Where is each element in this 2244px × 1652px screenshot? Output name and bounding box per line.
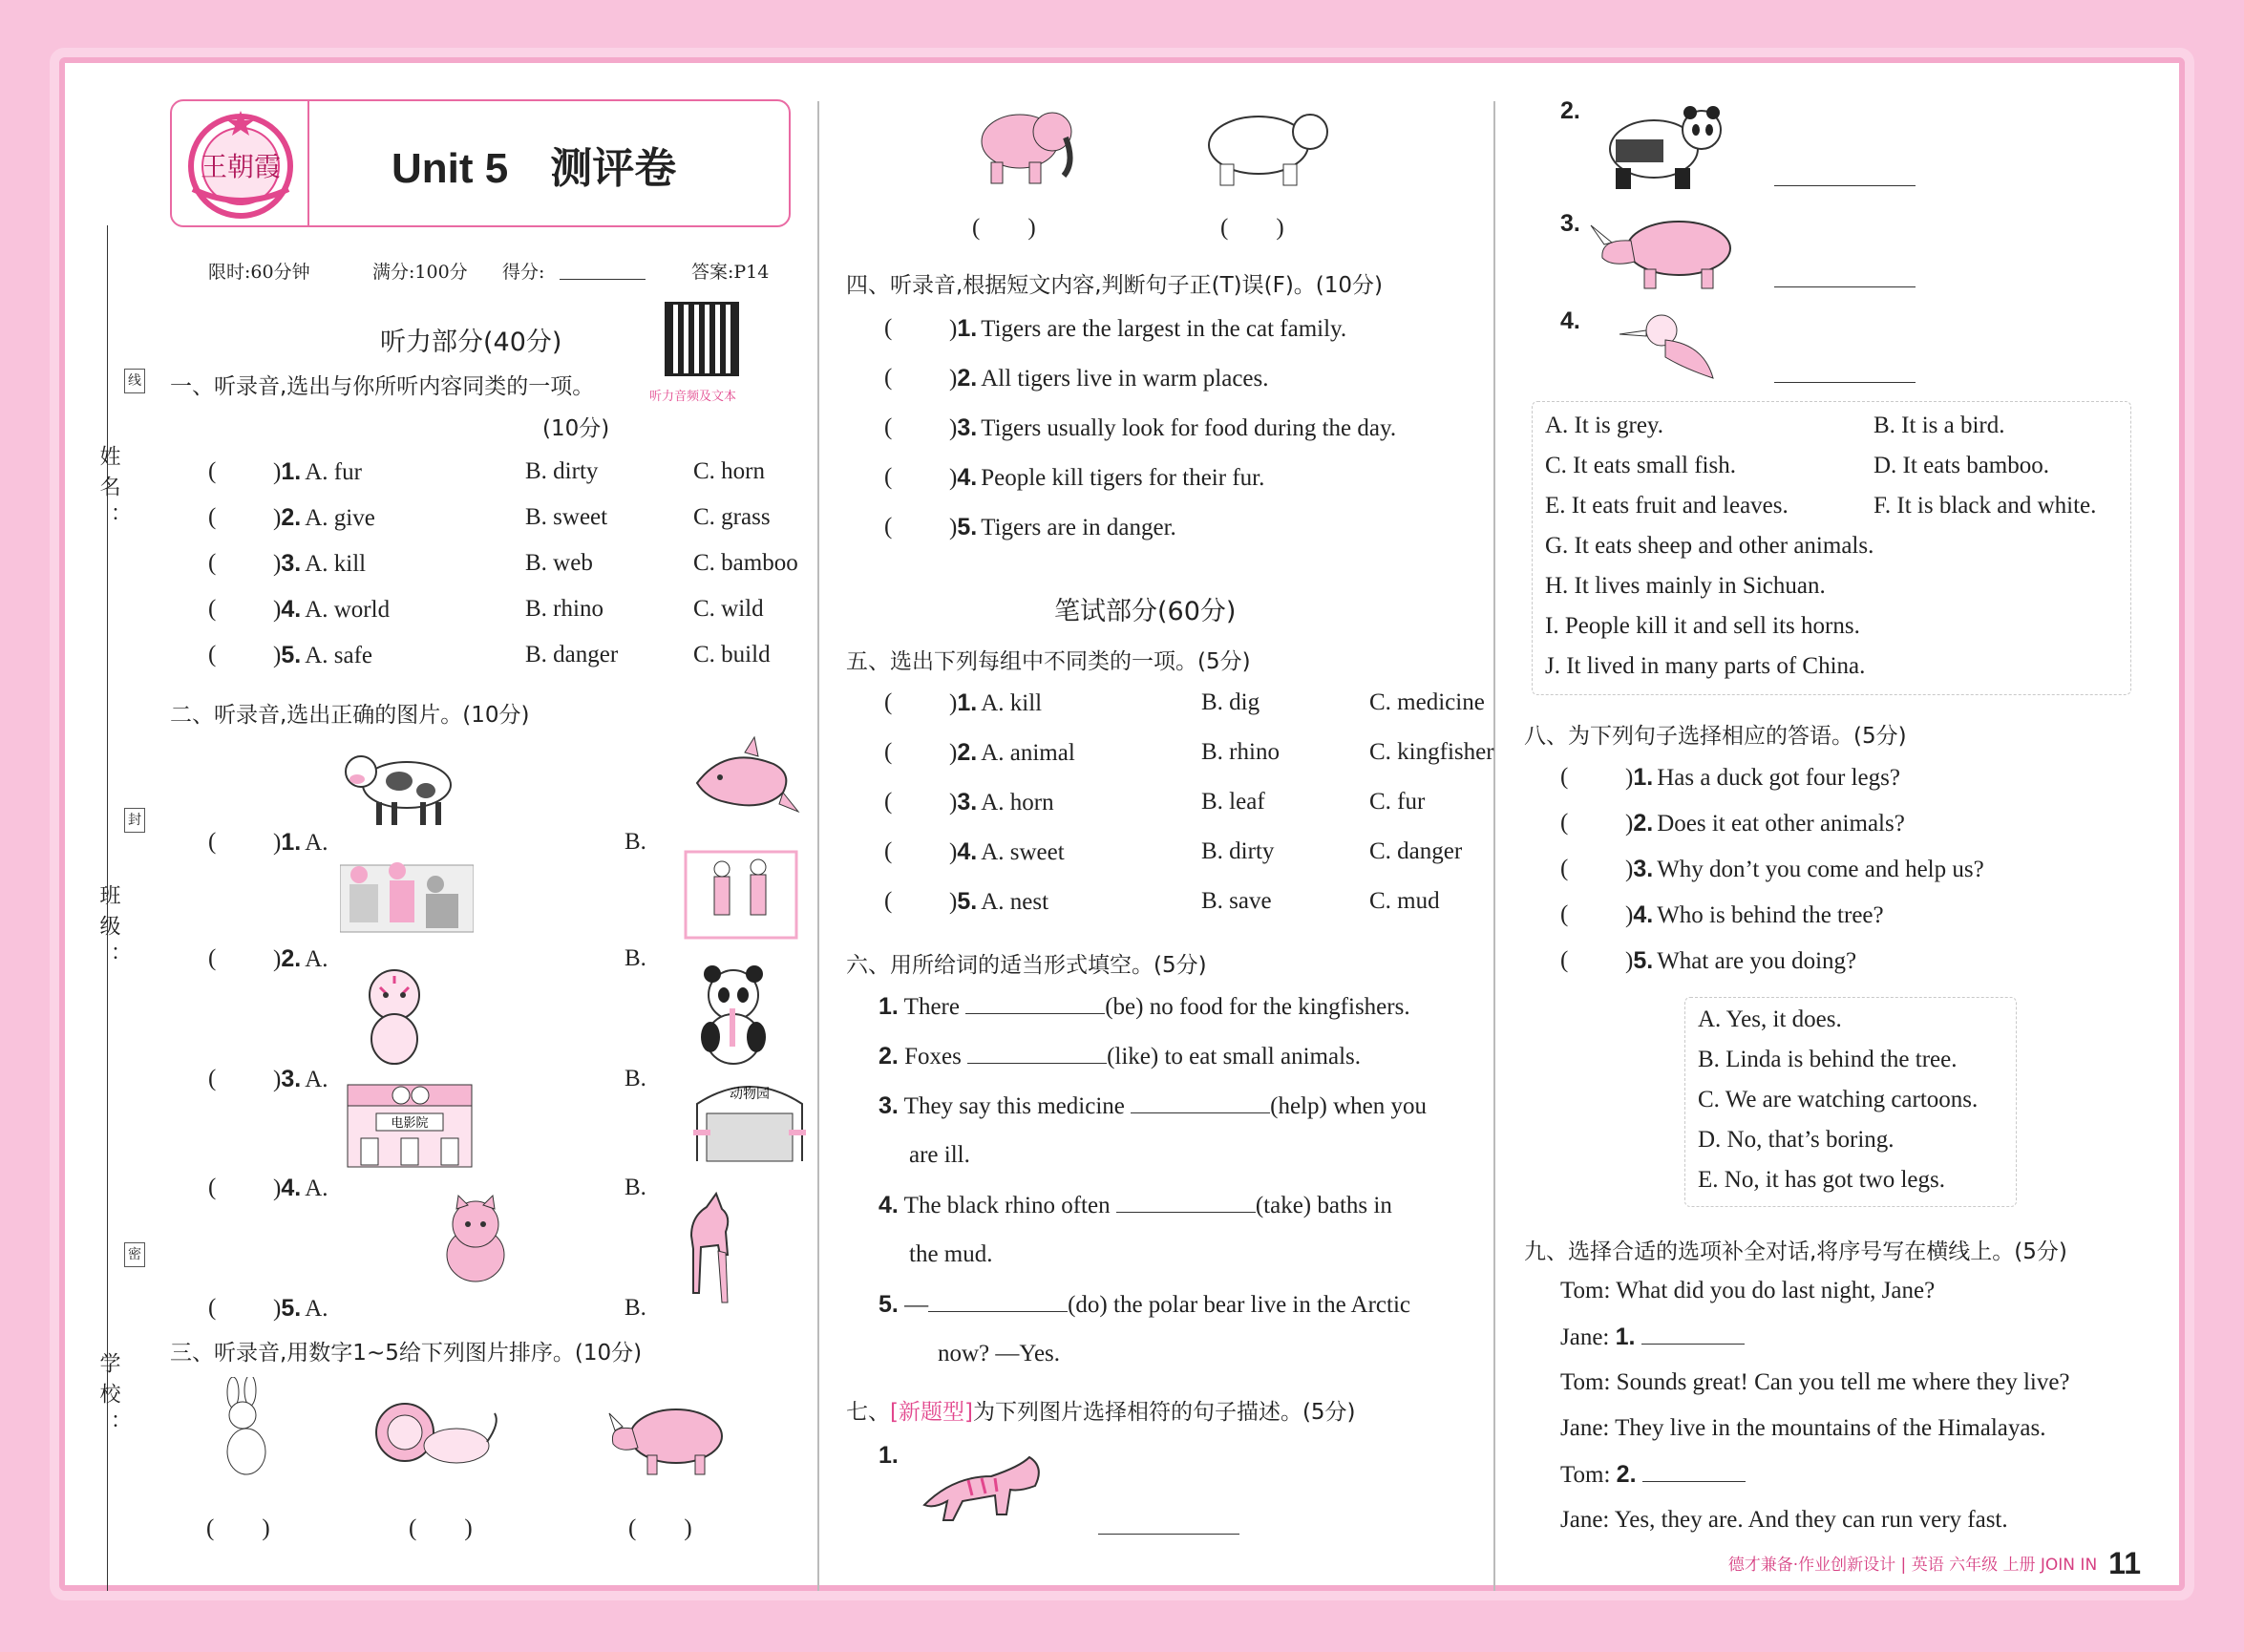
answer-paren[interactable]: ( xyxy=(208,596,217,622)
option-a: A. kill xyxy=(305,551,367,577)
listening-title: 听力部分(40分) xyxy=(380,328,562,357)
tf-statement: )2. All tigers live in warm places. xyxy=(949,365,1269,392)
option-b: B. xyxy=(625,1066,646,1091)
score-blank xyxy=(560,279,646,280)
item-number: 2. xyxy=(957,365,978,392)
option-b: B. xyxy=(625,829,646,855)
section-3-paren-4[interactable]: ( ) xyxy=(972,215,1036,241)
answer-paren[interactable]: ( xyxy=(208,550,217,576)
option-a: A. xyxy=(305,1296,328,1322)
s9-line-1: Tom: What did you do last night, Jane? xyxy=(1560,1278,1936,1303)
option-b: B. xyxy=(625,945,646,971)
horse-picture xyxy=(672,1188,749,1312)
reply-option: B. Linda is behind the tree. xyxy=(1698,1047,1958,1072)
rhino-picture xyxy=(1587,206,1740,292)
answer-paren[interactable]: ( xyxy=(884,414,893,440)
option-a: A. xyxy=(305,830,328,856)
option-b: B. web xyxy=(525,550,593,576)
item-number: 4. xyxy=(957,464,978,491)
description-option: H. It lives mainly in Sichuan. xyxy=(1545,573,1826,599)
answer-paren[interactable]: ( xyxy=(208,458,217,484)
question-item: )3. Why don’t you come and help us? xyxy=(1625,856,1984,882)
item-number: 4. xyxy=(281,596,302,623)
question-text: What are you doing? xyxy=(1657,948,1857,974)
item-number: 3. xyxy=(1633,856,1654,882)
item-number: 4. xyxy=(281,1175,302,1201)
cinema-picture xyxy=(338,1075,481,1171)
item-number: 3. xyxy=(957,414,978,441)
s7-answer-blank-1[interactable] xyxy=(1098,1534,1239,1535)
option-c: C. horn xyxy=(693,458,765,484)
school-label: 学校： xyxy=(96,1352,120,1444)
elephant-picture xyxy=(953,95,1077,191)
question-number: )4. A. xyxy=(273,1175,328,1201)
s6-line-3: 3. They say this medicine (help) when you xyxy=(879,1092,1427,1119)
s6-line-1: 1. There (be) no food for the kingfishers. xyxy=(879,993,1410,1020)
option-c: C. medicine xyxy=(1369,689,1485,715)
panda-picture xyxy=(686,961,781,1066)
description-option: E. It eats fruit and leaves. xyxy=(1545,493,1789,519)
item-number: 5. xyxy=(281,1295,302,1322)
description-option: J. It lived in many parts of China. xyxy=(1545,653,1866,679)
cow-picture xyxy=(340,737,464,833)
item-number: 3. xyxy=(957,789,978,815)
question-text: Does it eat other animals? xyxy=(1657,811,1905,837)
cat-picture xyxy=(428,1192,523,1287)
tiger-cub-picture xyxy=(351,963,437,1068)
margin-mark-line: 线 xyxy=(124,369,145,393)
s6-line-4: 4. The black rhino often (take) baths in xyxy=(879,1192,1392,1218)
column-divider-1 xyxy=(817,101,819,1591)
option-b: B. xyxy=(625,1175,646,1200)
item-number: 4. xyxy=(1633,901,1654,928)
option-c: C. mud xyxy=(1369,888,1440,914)
description-option: F. It is black and white. xyxy=(1874,493,2097,519)
people-picture-b xyxy=(684,842,798,942)
question-number: )2. A. give xyxy=(273,504,375,531)
option-a: A. world xyxy=(305,597,391,623)
statement-text: Tigers are in danger. xyxy=(981,515,1176,540)
option-a: A. horn xyxy=(981,790,1054,815)
item-number: 2. xyxy=(281,504,302,531)
exam-paper xyxy=(59,57,2185,1591)
zoo-gate-picture xyxy=(688,1075,812,1171)
answer-paren[interactable]: ( xyxy=(1560,764,1569,790)
question-number: )1. A. fur xyxy=(273,458,362,485)
question-item: )5. What are you doing? xyxy=(1625,947,1857,974)
item-number: 3. xyxy=(281,550,302,577)
question-item: )4. Who is behind the tree? xyxy=(1625,901,1884,928)
reply-option: A. Yes, it does. xyxy=(1698,1006,1842,1032)
title-box-divider xyxy=(307,101,309,225)
kingfisher-picture xyxy=(1618,302,1723,388)
svg-text:王朝霞: 王朝霞 xyxy=(200,151,282,182)
s6-line-2: 2. Foxes (like) to eat small animals. xyxy=(879,1043,1361,1070)
section-3-paren-3[interactable]: ( ) xyxy=(628,1515,692,1541)
section-6-title: 六、用所给词的适当形式填空。(5分) xyxy=(846,953,1207,978)
option-c: C. wild xyxy=(693,596,764,622)
option-c: C. bamboo xyxy=(693,550,798,576)
section-2-title: 二、听录音,选出正确的图片。(10分) xyxy=(170,703,530,728)
statement-text: Tigers usually look for food during the day. xyxy=(981,415,1397,441)
reply-option: C. We are watching cartoons. xyxy=(1698,1087,1979,1112)
question-number: )3. A. xyxy=(273,1066,328,1092)
class-label: 班级： xyxy=(96,884,120,976)
item-number: 1. xyxy=(281,829,302,856)
answer-paren[interactable]: ( xyxy=(884,888,893,914)
option-b: B. rhino xyxy=(525,596,603,622)
title-box xyxy=(170,99,791,227)
option-c: C. kingfisher xyxy=(1369,739,1494,765)
section-1-points: (10分) xyxy=(542,416,610,441)
tf-statement: )4. People kill tigers for their fur. xyxy=(949,464,1265,491)
option-b: B. save xyxy=(1201,888,1272,914)
section-3-title: 三、听录音,用数字1~5给下列图片排序。(10分) xyxy=(170,1341,643,1366)
question-number: )3. A. horn xyxy=(949,789,1054,815)
statement-text: People kill tigers for their fur. xyxy=(981,465,1265,491)
option-b: B. leaf xyxy=(1201,789,1265,815)
item-number: 2. xyxy=(957,739,978,766)
answer-paren[interactable]: ( xyxy=(1560,947,1569,973)
section-3-paren-1[interactable]: ( ) xyxy=(206,1515,270,1541)
footer-text: 德才兼备·作业创新设计 | 英语 六年级 上册 JOIN IN xyxy=(1727,1556,2098,1575)
zoo-sign: 动物园 xyxy=(730,1087,770,1102)
reply-option: D. No, that’s boring. xyxy=(1698,1127,1895,1153)
answer-paren[interactable]: ( xyxy=(208,829,217,855)
s9-line-2: Jane: 1. xyxy=(1560,1324,1745,1351)
cinema-sign: 电影院 xyxy=(391,1116,429,1131)
polar-bear-picture xyxy=(1192,95,1335,191)
option-a: A. fur xyxy=(305,459,362,485)
item-number: 5. xyxy=(281,642,302,668)
question-number: )5. A. nest xyxy=(949,888,1049,915)
answer-paren[interactable]: ( xyxy=(884,464,893,490)
option-c: C. grass xyxy=(693,504,771,530)
s9-line-3: Tom: Sounds great! Can you tell me where they live? xyxy=(1560,1369,2070,1395)
s7-num-4: 4. xyxy=(1560,307,1580,334)
option-a: A. safe xyxy=(305,643,372,668)
question-text: Why don’t you come and help us? xyxy=(1657,857,1984,882)
reply-option: E. No, it has got two legs. xyxy=(1698,1167,1946,1193)
option-c: C. fur xyxy=(1369,789,1426,815)
item-number: 5. xyxy=(957,888,978,915)
description-option: B. It is a bird. xyxy=(1874,413,2005,438)
item-number: 1. xyxy=(957,315,978,342)
margin-mark-seal: 封 xyxy=(124,808,145,833)
people-picture-a xyxy=(340,846,474,942)
question-text: Has a duck got four legs? xyxy=(1657,765,1900,791)
answer-paren[interactable]: ( xyxy=(884,838,893,864)
answer-paren[interactable]: ( xyxy=(208,945,217,971)
margin-mark-secret: 密 xyxy=(124,1242,145,1267)
section-4-title: 四、听录音,根据短文内容,判断句子正(T)误(F)。(10分) xyxy=(846,273,1384,298)
tf-statement: )3. Tigers usually look for food during the day. xyxy=(949,414,1397,441)
answer-paren[interactable]: ( xyxy=(884,689,893,715)
option-a: A. animal xyxy=(981,740,1075,766)
rabbit-picture xyxy=(208,1377,285,1482)
s7-answer-blank-2[interactable] xyxy=(1774,185,1916,186)
option-b: B. dirty xyxy=(525,458,599,484)
column-divider-2 xyxy=(1493,101,1495,1591)
s7-num-3: 3. xyxy=(1560,210,1580,237)
question-item: )2. Does it eat other animals? xyxy=(1625,810,1905,837)
brand-logo-icon xyxy=(183,107,298,222)
s6-line-4b: the mud. xyxy=(909,1241,993,1267)
option-a: A. nest xyxy=(981,889,1049,915)
option-b: B. xyxy=(625,1295,646,1321)
option-b: B. sweet xyxy=(525,504,608,530)
question-number: )5. A. safe xyxy=(273,642,372,668)
section-8-title: 八、为下列句子选择相应的答语。(5分) xyxy=(1524,724,1907,749)
s7-answer-blank-4[interactable] xyxy=(1774,382,1916,383)
option-a: A. xyxy=(305,1175,328,1201)
rhino-picture-small xyxy=(600,1387,733,1482)
description-option: D. It eats bamboo. xyxy=(1874,453,2049,478)
question-number: )1. A. xyxy=(273,829,328,856)
s7-answer-blank-3[interactable] xyxy=(1774,286,1916,287)
option-a: A. give xyxy=(305,505,375,531)
question-number: )1. A. kill xyxy=(949,689,1043,716)
question-number: )3. A. kill xyxy=(273,550,367,577)
panda-picture-2 xyxy=(1587,97,1730,193)
s9-line-6: Jane: Yes, they are. And they can run very fast. xyxy=(1560,1507,2008,1533)
item-number: 1. xyxy=(1633,764,1654,791)
s6-line-5: 5. — (do) the polar bear live in the Arctic xyxy=(879,1291,1410,1318)
dolphin-picture xyxy=(688,735,802,831)
answer-paren[interactable]: ( xyxy=(208,1066,217,1091)
answer-paren[interactable]: ( xyxy=(1560,810,1569,836)
option-a: A. xyxy=(305,946,328,972)
question-number: )4. A. sweet xyxy=(949,838,1065,865)
lion-picture xyxy=(370,1394,504,1480)
tf-statement: )5. Tigers are in danger. xyxy=(949,514,1176,540)
section-9-title: 九、选择合适的选项补全对话,将序号写在横线上。(5分) xyxy=(1524,1239,2067,1264)
description-option: A. It is grey. xyxy=(1545,413,1664,438)
section-3-paren-5[interactable]: ( ) xyxy=(1220,215,1284,241)
section-5-title: 五、选出下列每组中不同类的一项。(5分) xyxy=(846,649,1251,674)
question-number: )2. A. xyxy=(273,945,328,972)
statement-text: All tigers live in warm places. xyxy=(981,366,1269,392)
answer-paren[interactable]: ( xyxy=(1560,901,1569,927)
option-b: B. rhino xyxy=(1201,739,1280,765)
item-number: 4. xyxy=(957,838,978,865)
answer-paren[interactable]: ( xyxy=(208,1295,217,1321)
s7-num-1: 1. xyxy=(879,1442,899,1469)
option-c: C. build xyxy=(693,642,771,667)
option-a: A. kill xyxy=(981,690,1043,716)
answer-paren[interactable]: ( xyxy=(208,642,217,667)
answer-paren[interactable]: ( xyxy=(208,504,217,530)
question-item: )1. Has a duck got four legs? xyxy=(1625,764,1900,791)
tiger-picture xyxy=(915,1438,1048,1534)
item-number: 5. xyxy=(957,514,978,540)
option-b: B. dirty xyxy=(1201,838,1275,864)
option-a: A. xyxy=(305,1067,328,1092)
description-option: G. It eats sheep and other animals. xyxy=(1545,533,1874,559)
s9-line-4: Jane: They live in the mountains of the Himalayas. xyxy=(1560,1415,2046,1441)
page-number: 11 xyxy=(2108,1546,2141,1580)
answer-paren[interactable]: ( xyxy=(884,739,893,765)
writing-title: 笔试部分(60分) xyxy=(1054,597,1237,626)
qr-label: 听力音频及文本 xyxy=(649,390,737,404)
name-label: 姓名： xyxy=(96,445,120,537)
answer-ref: 答案:P14 xyxy=(691,262,770,283)
full-score: 满分:100分 xyxy=(372,262,468,283)
item-number: 1. xyxy=(281,458,302,485)
section-1-title: 一、听录音,选出与你所听内容同类的一项。 xyxy=(170,374,595,399)
question-text: Who is behind the tree? xyxy=(1657,902,1884,928)
s6-line-3b: are ill. xyxy=(909,1142,970,1168)
page-title: Unit 5 测评卷 xyxy=(392,145,677,192)
description-option: C. It eats small fish. xyxy=(1545,453,1736,478)
answer-paren[interactable]: ( xyxy=(884,789,893,815)
section-7-title: 七、[新题型]为下列图片选择相符的句子描述。(5分) xyxy=(846,1400,1356,1425)
answer-paren[interactable]: ( xyxy=(1560,856,1569,881)
section-3-paren-2[interactable]: ( ) xyxy=(409,1515,473,1541)
statement-text: Tigers are the largest in the cat family. xyxy=(981,316,1347,342)
s9-line-5: Tom: 2. xyxy=(1560,1461,1746,1489)
s7-num-2: 2. xyxy=(1560,97,1580,124)
question-number: )4. A. world xyxy=(273,596,391,623)
time-limit: 限时:60分钟 xyxy=(208,262,310,283)
item-number: 1. xyxy=(957,689,978,716)
item-number: 3. xyxy=(281,1066,302,1092)
question-number: )5. A. xyxy=(273,1295,328,1322)
option-b: B. danger xyxy=(525,642,619,667)
qr-code-icon[interactable] xyxy=(665,302,739,376)
option-c: C. danger xyxy=(1369,838,1463,864)
item-number: 5. xyxy=(1633,947,1654,974)
description-option: I. People kill it and sell its horns. xyxy=(1545,613,1860,639)
answer-paren[interactable]: ( xyxy=(884,315,893,341)
item-number: 2. xyxy=(1633,810,1654,837)
question-number: )2. A. animal xyxy=(949,739,1075,766)
answer-paren[interactable]: ( xyxy=(208,1175,217,1200)
score-label: 得分: xyxy=(502,262,545,283)
s6-line-5b: now? —Yes. xyxy=(938,1341,1061,1366)
item-number: 2. xyxy=(281,945,302,972)
answer-paren[interactable]: ( xyxy=(884,365,893,391)
footer xyxy=(1728,1546,2141,1581)
answer-paren[interactable]: ( xyxy=(884,514,893,540)
tf-statement: )1. Tigers are the largest in the cat family. xyxy=(949,315,1347,342)
option-b: B. dig xyxy=(1201,689,1260,715)
option-a: A. sweet xyxy=(981,839,1065,865)
